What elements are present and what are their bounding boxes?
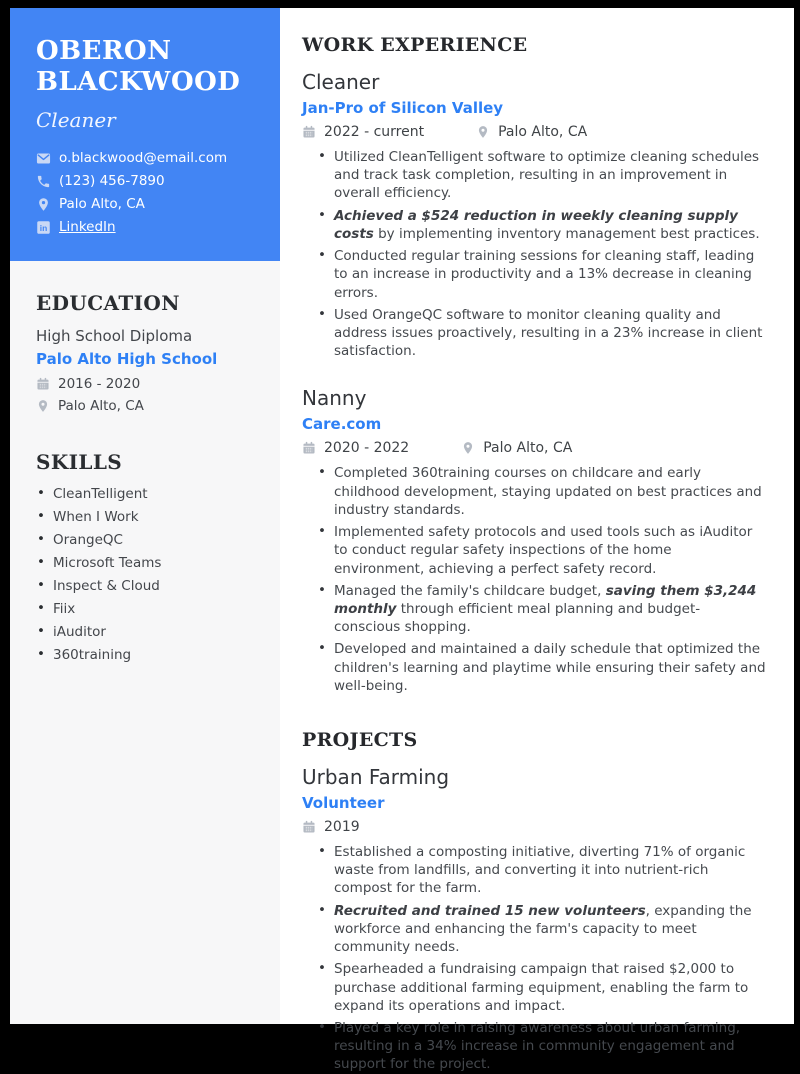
contact-link[interactable]: LinkedIn (59, 219, 116, 236)
bullet-text: Completed 360training courses on childcare and early childhood development, staying updated on best practices and industry standards. (334, 465, 762, 518)
entry-location-text: Palo Alto, CA (498, 124, 588, 140)
bullet-text: Played a key role in raising awareness about urban farming, resulting in a 34% increase in community engagement and support for the project. (334, 1020, 741, 1073)
contact-list (36, 150, 258, 235)
entry-location-text: Palo Alto, CA (483, 440, 573, 457)
skill-item: • iAuditor (36, 624, 260, 640)
bullet-emphasis: saving them $3,244 monthly (334, 582, 757, 617)
bullet-item (317, 247, 766, 302)
bullet-text: by implementing inventory management best practices. (373, 225, 760, 242)
entry-meta (302, 440, 766, 456)
contact-item (36, 173, 258, 189)
entry-dates (302, 124, 424, 140)
skill-item: • Fiix (36, 601, 260, 617)
resume-entry (302, 765, 766, 1074)
jobs-container (302, 70, 766, 695)
entry-meta (302, 819, 766, 835)
location-pin-icon (476, 125, 490, 139)
bullet-item (317, 148, 766, 203)
education-location-row (36, 398, 260, 414)
education-meta (36, 376, 260, 414)
entry-dates (302, 440, 409, 456)
entry-dates-text: 2020 - 2022 (324, 440, 410, 457)
bullet-item (317, 464, 766, 519)
bullet-item (317, 1019, 766, 1074)
entry-title: Cleaner (302, 70, 380, 94)
skill-item: • CleanTelligent (36, 486, 260, 502)
projects-container (302, 765, 766, 1074)
bullet-emphasis: Achieved a $524 reduction in weekly cleaning supply costs (334, 207, 738, 242)
bullet-text: Used OrangeQC software to monitor cleaning quality and address issues proactively, resulting in a 23% increase in client satisfaction. (334, 306, 763, 360)
phone-icon (36, 174, 51, 189)
person-job-title: Cleaner (36, 108, 116, 133)
entry-dates-text: 2022 - current (324, 124, 425, 140)
calendar-icon (36, 377, 50, 391)
skills-list (36, 486, 260, 663)
calendar-icon (302, 820, 316, 834)
linkedin-icon (36, 220, 51, 235)
contact-item (36, 219, 258, 235)
calendar-icon (302, 125, 316, 139)
bullet-item (317, 960, 766, 1015)
entry-bullets (302, 148, 766, 360)
skill-item: • When I Work (36, 509, 260, 525)
education-degree: High School Diploma (36, 327, 193, 346)
education-section (36, 291, 260, 414)
bullet-item (317, 582, 766, 637)
sidebar-hero (10, 8, 280, 261)
entry-dates (302, 819, 360, 835)
sidebar (10, 8, 280, 1024)
bullet-text: Utilized CleanTelligent software to optimize cleaning schedules and track task completion, resulting in an improvement in overall efficiency. (334, 149, 760, 202)
bullet-text: Developed and maintained a daily schedule that optimized the children's learning and playtime while ensuring their safety and well-being. (334, 641, 766, 694)
entry-company-link[interactable]: Volunteer (302, 794, 385, 813)
bullet-text: , expanding the workforce and enhancing the farm's capacity to meet community needs. (334, 902, 752, 956)
resume-page (10, 8, 794, 1073)
education-location: Palo Alto, CA (58, 398, 144, 415)
entry-title: Nanny (302, 386, 367, 411)
contact-item (36, 150, 258, 166)
bullet-text: Spearheaded a fundraising campaign that raised $2,000 to purchase additional farming equipment, enabling the farm to expand its operations and impact. (334, 961, 749, 1014)
work-experience-section (302, 34, 766, 695)
entry-meta (302, 124, 766, 140)
entry-title: Urban Farming (302, 765, 450, 790)
skills-section (36, 450, 260, 663)
bullet-item (317, 207, 766, 243)
entry-bullets (302, 464, 766, 695)
entry-dates-text: 2019 (324, 819, 360, 836)
bullet-text: Managed the family's childcare budget, (334, 582, 606, 599)
skill-item: • 360training (36, 647, 260, 663)
bullet-text: Established a composting initiative, diverting 71% of organic waste from landfills, and converting it into nutrient-rich compost for the farm. (334, 844, 746, 897)
bullet-item (317, 640, 766, 695)
skill-item: • Microsoft Teams (36, 555, 260, 571)
bullet-emphasis: Recruited and trained 15 new volunteers (334, 902, 646, 919)
education-dates: 2016 - 2020 (58, 376, 141, 393)
bullet-text: Conducted regular training sessions for cleaning staff, leading to an increase in productivity and a 13% decrease in cleaning errors. (334, 248, 755, 301)
bullet-item (317, 902, 766, 957)
sidebar-body (10, 261, 280, 690)
bullet-item (317, 306, 766, 361)
education-dates-row (36, 376, 260, 392)
projects-heading: PROJECTS (302, 729, 418, 752)
contact-text: Palo Alto, CA (59, 196, 145, 213)
bullet-item (317, 843, 766, 898)
main-content (280, 8, 794, 1073)
entry-company-link[interactable]: Jan-Pro of Silicon Valley (302, 99, 504, 117)
location-pin-icon (461, 441, 475, 455)
location-pin-icon (36, 197, 51, 212)
person-name: OBERON BLACKWOOD (36, 36, 241, 98)
entry-company-link[interactable]: Care.com (302, 415, 382, 434)
bullet-item (317, 523, 766, 578)
location-pin-icon (36, 399, 50, 413)
work-experience-heading: WORK EXPERIENCE (302, 34, 528, 56)
skill-item: • OrangeQC (36, 532, 260, 548)
entry-bullets (302, 843, 766, 1074)
resume-entry (302, 386, 766, 695)
contact-item (36, 196, 258, 212)
bullet-text: through efficient meal planning and budget-conscious shopping. (334, 600, 701, 636)
calendar-icon (302, 441, 316, 455)
svg-text:in: in (39, 222, 48, 233)
resume-entry (302, 70, 766, 360)
entry-location (461, 440, 572, 456)
entry-location (476, 124, 587, 140)
projects-section (302, 729, 766, 1074)
skills-heading: SKILLS (36, 450, 123, 475)
education-school-link[interactable]: Palo Alto High School (36, 350, 218, 369)
education-heading: EDUCATION (36, 291, 180, 316)
email-icon (36, 151, 51, 166)
contact-text: (123) 456-7890 (59, 173, 165, 190)
bullet-text: Implemented safety protocols and used tools such as iAuditor to conduct regular safety inspections of the home environment, achieving a perfect safety record. (334, 524, 753, 577)
contact-text: o.blackwood@email.com (59, 150, 228, 167)
skill-item: • Inspect & Cloud (36, 578, 260, 594)
